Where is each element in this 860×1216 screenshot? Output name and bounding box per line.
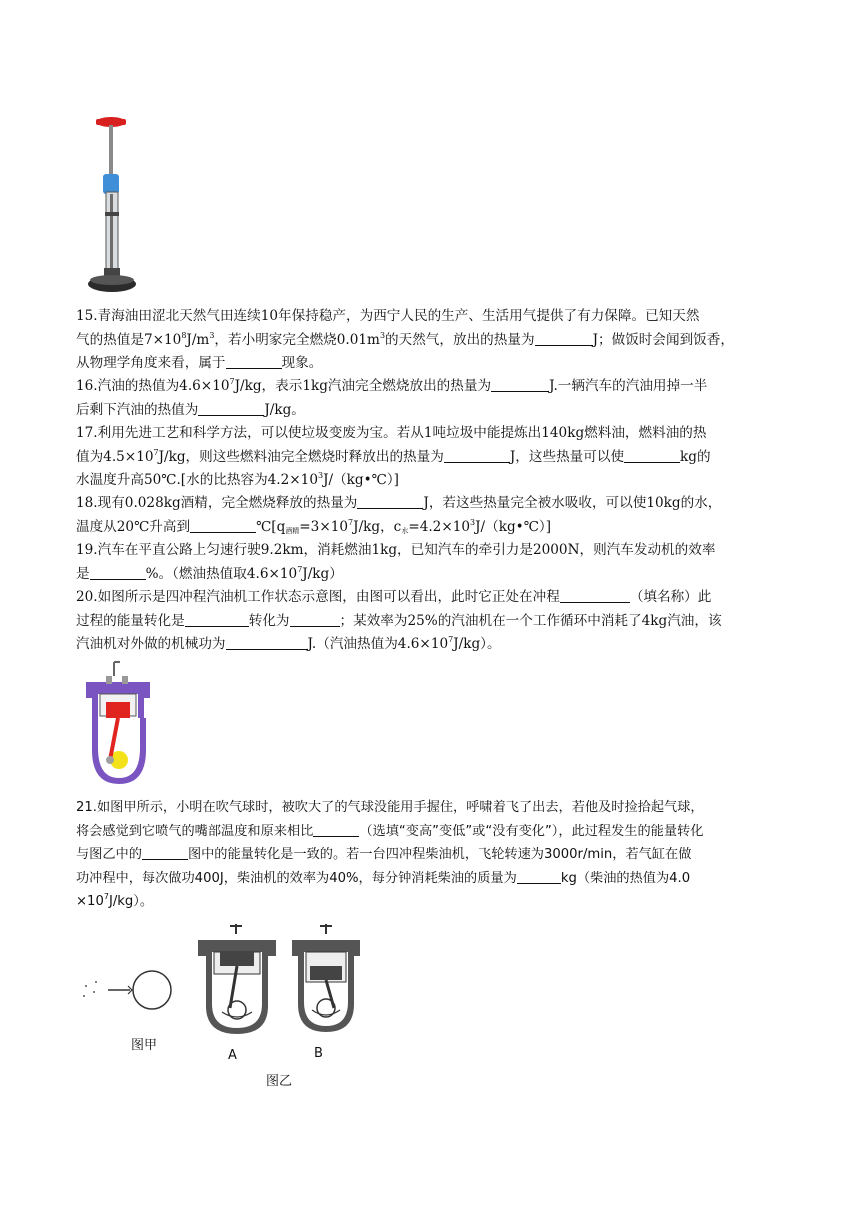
diesel-engine-a-figure [192,922,282,1038]
answer-blank[interactable] [560,588,630,603]
balloon-figure [78,968,188,1018]
q21-line-5: $\times 10^7J/kg$）。 [76,892,154,910]
q15-line-3: 从物理学角度来看，属于 现象。 [76,355,323,372]
q15-line-1: 15.青海油田涩北天然气田连续10年保持稳产，为西宁人民的生产、生活用气提供了有力保障。已知天然 [76,308,700,324]
q21-line-2: 将会感觉到它喷气的嘴部温度和原来相比 （选填“变高”变低”或“没有变化”），此过程发生的能量转化 [76,823,704,839]
question-16 [76,375,788,422]
q19-line-1: 19.汽车在平直公路上匀速行驶9.2km，消耗燃油1kg，已知汽车的牵引力是2000N，则汽车发动机的效率 [76,542,716,558]
question-21 [76,796,788,914]
figure-yi-caption: 图乙 [266,1074,293,1089]
question-18 [76,492,788,543]
answer-blank[interactable] [491,377,549,392]
answer-blank[interactable] [535,331,593,346]
answer-blank[interactable] [142,845,188,860]
answer-blank[interactable] [185,612,249,627]
answer-blank[interactable] [624,448,680,463]
answer-blank[interactable] [190,518,256,533]
answer-blank[interactable] [226,635,308,650]
answer-blank[interactable] [517,869,561,884]
answer-blank[interactable] [198,401,264,416]
question-17 [76,422,788,493]
fire-syringe-figure [84,112,140,298]
q21-line-1: 21.如图甲所示，小明在吹气球时，被吹大了的气球没能用手握住，呼啸着飞了出去，若他及时捡拾起气球， [76,800,704,815]
q20-line-2: 过程的能量转化是 转化为 ；某效率为25%的汽油机在一个工作循环中消耗了4kg汽油，该 [76,612,722,629]
q16-line-1: 16.汽油的热值为$4.6\times 10^7J/kg$，表示1kg汽油完全燃烧放出的热量为 J.一辆汽车的汽油用掉一半 [76,377,708,394]
figure-b-label: B [314,1046,323,1061]
question-15 [76,305,788,376]
q19-line-2: 是 %。（燃油热值取$4.6\times 10^7J/kg$） [76,564,343,582]
answer-blank[interactable] [313,822,359,837]
q17-line-1: 17.利用先进工艺和科学方法，可以使垃圾变废为宝。若从1吨垃圾中能提炼出140kg燃料油，燃料油的热 [76,425,707,441]
q20-line-1: 20.如图所示是四冲程汽油机工作状态示意图，由图可以看出，此时它正处在冲程 （填名称）此 [76,589,712,605]
q17-line-3: 水温度升高50℃.[水的比热容为$4.2\times 10^3J/(kg•℃)$] [76,471,399,489]
answer-blank[interactable] [444,448,510,463]
q20-line-3: 汽油机对外做的机械功为 J.（汽油热值为$4.6\times 10^7J/kg$）。 [76,635,501,653]
figure-a-label: A [228,1048,237,1063]
figure-jia-caption: 图甲 [131,1038,158,1053]
question-20 [76,586,788,657]
answer-blank[interactable] [90,565,146,580]
q17-line-2: 值为$4.5\times 10^7J/kg$，则这些燃料油完全燃烧时释放出的热量为 J，这些热量可以使 kg的 [76,447,711,465]
question-19 [76,539,788,586]
diesel-engine-b-figure [288,922,364,1038]
gasoline-engine-figure [80,660,158,790]
q21-line-4: 功冲程中，每次做功400J，柴油机的效率为40%，每分钟消耗柴油的质量为 kg（柴油的热值为4.0 [76,870,691,886]
q15-line-2: 气的热值是$7\times 10^8J/m^3$，若小明家完全燃烧$0.01m^3$的天然气，放出的热量为 J；做饭时会闻到饭香， [76,330,734,348]
q18-line-1: 18.现有0.028kg酒精，完全燃烧释放的热量为 J，若这些热量完全被水吸收，可以使10kg的水， [76,495,722,511]
q18-line-2: 温度从20℃升高到 $℃[q_{酒精}=3\times 10^7J/kg$，$c_水=4.2\times 10^3J/(kg•℃)$] [76,517,551,535]
q21-line-3: 与图乙中的 图中的能量转化是一致的。若一台四冲程柴油机，飞轮转速为3000r/min，若气缸在做 [76,847,692,863]
answer-blank[interactable] [226,354,282,369]
q16-line-2: 后剩下汽油的热值为 J/kg。 [76,401,305,418]
answer-blank[interactable] [290,612,340,627]
answer-blank[interactable] [357,494,423,509]
